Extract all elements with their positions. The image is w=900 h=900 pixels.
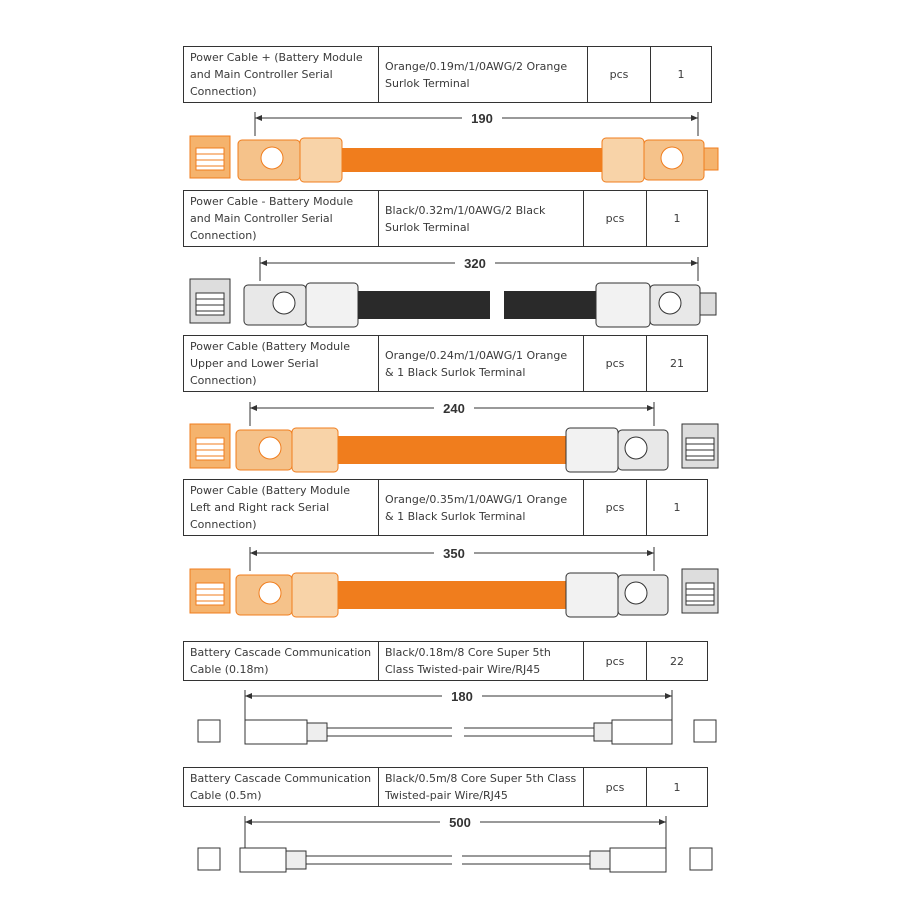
cable-name: Power Cable - Battery Module and Main Controller Serial Connection) xyxy=(184,191,379,247)
dimension-label: 190 xyxy=(471,111,493,126)
spec-table-5 xyxy=(183,641,708,681)
cable-qty: 1 xyxy=(647,191,708,247)
cable-qty: 22 xyxy=(647,642,708,681)
black-cable xyxy=(358,291,490,319)
dimension-label: 180 xyxy=(451,689,473,704)
cable-spec: Orange/0.35m/1/0AWG/1 Orange & 1 Black Surlok Terminal xyxy=(379,480,584,536)
cable-spec: Black/0.32m/1/0AWG/2 Black Surlok Terminal xyxy=(379,191,584,247)
orange-cable xyxy=(338,436,566,464)
dimension-label: 320 xyxy=(464,256,486,271)
cable-drawing-3 xyxy=(0,398,900,478)
cable-spec: Orange/0.19m/1/0AWG/2 Orange Surlok Terminal xyxy=(379,47,588,103)
cable-name: Battery Cascade Communication Cable (0.18m) xyxy=(184,642,379,681)
cable-unit: pcs xyxy=(584,768,647,807)
cable-name: Power Cable (Battery Module Left and Right rack Serial Connection) xyxy=(184,480,379,536)
spec-table-3 xyxy=(183,335,708,392)
cable-spec: Orange/0.24m/1/0AWG/1 Orange & 1 Black Surlok Terminal xyxy=(379,336,584,392)
cable-unit: pcs xyxy=(588,47,651,103)
cable-name: Power Cable + (Battery Module and Main Controller Serial Connection) xyxy=(184,47,379,103)
cable-unit: pcs xyxy=(584,642,647,681)
dimension-label: 350 xyxy=(443,546,465,561)
spec-table-6 xyxy=(183,767,708,807)
cable-drawing-4 xyxy=(0,543,900,623)
orange-cable xyxy=(338,581,566,609)
cable-qty: 1 xyxy=(651,47,712,103)
cable-unit: pcs xyxy=(584,480,647,536)
dimension-label: 240 xyxy=(443,401,465,416)
cable-drawing-6 xyxy=(0,812,900,882)
cable-qty: 21 xyxy=(647,336,708,392)
spec-table-2 xyxy=(183,190,708,247)
orange-cable xyxy=(342,148,602,172)
cable-unit: pcs xyxy=(584,336,647,392)
cable-spec: Black/0.5m/8 Core Super 5th Class Twisted-pair Wire/RJ45 xyxy=(379,768,584,807)
cable-drawing-2 xyxy=(0,253,900,333)
dimension-label: 500 xyxy=(449,815,471,830)
spec-table-4 xyxy=(183,479,708,536)
cable-spec: Black/0.18m/8 Core Super 5th Class Twisted-pair Wire/RJ45 xyxy=(379,642,584,681)
cable-name: Power Cable (Battery Module Upper and Lower Serial Connection) xyxy=(184,336,379,392)
cable-qty: 1 xyxy=(647,480,708,536)
spec-table-1 xyxy=(183,46,712,103)
cable-name: Battery Cascade Communication Cable (0.5m) xyxy=(184,768,379,807)
cable-drawing-1 xyxy=(0,108,900,188)
cable-unit: pcs xyxy=(584,191,647,247)
cable-qty: 1 xyxy=(647,768,708,807)
cable-drawing-5 xyxy=(0,686,900,756)
